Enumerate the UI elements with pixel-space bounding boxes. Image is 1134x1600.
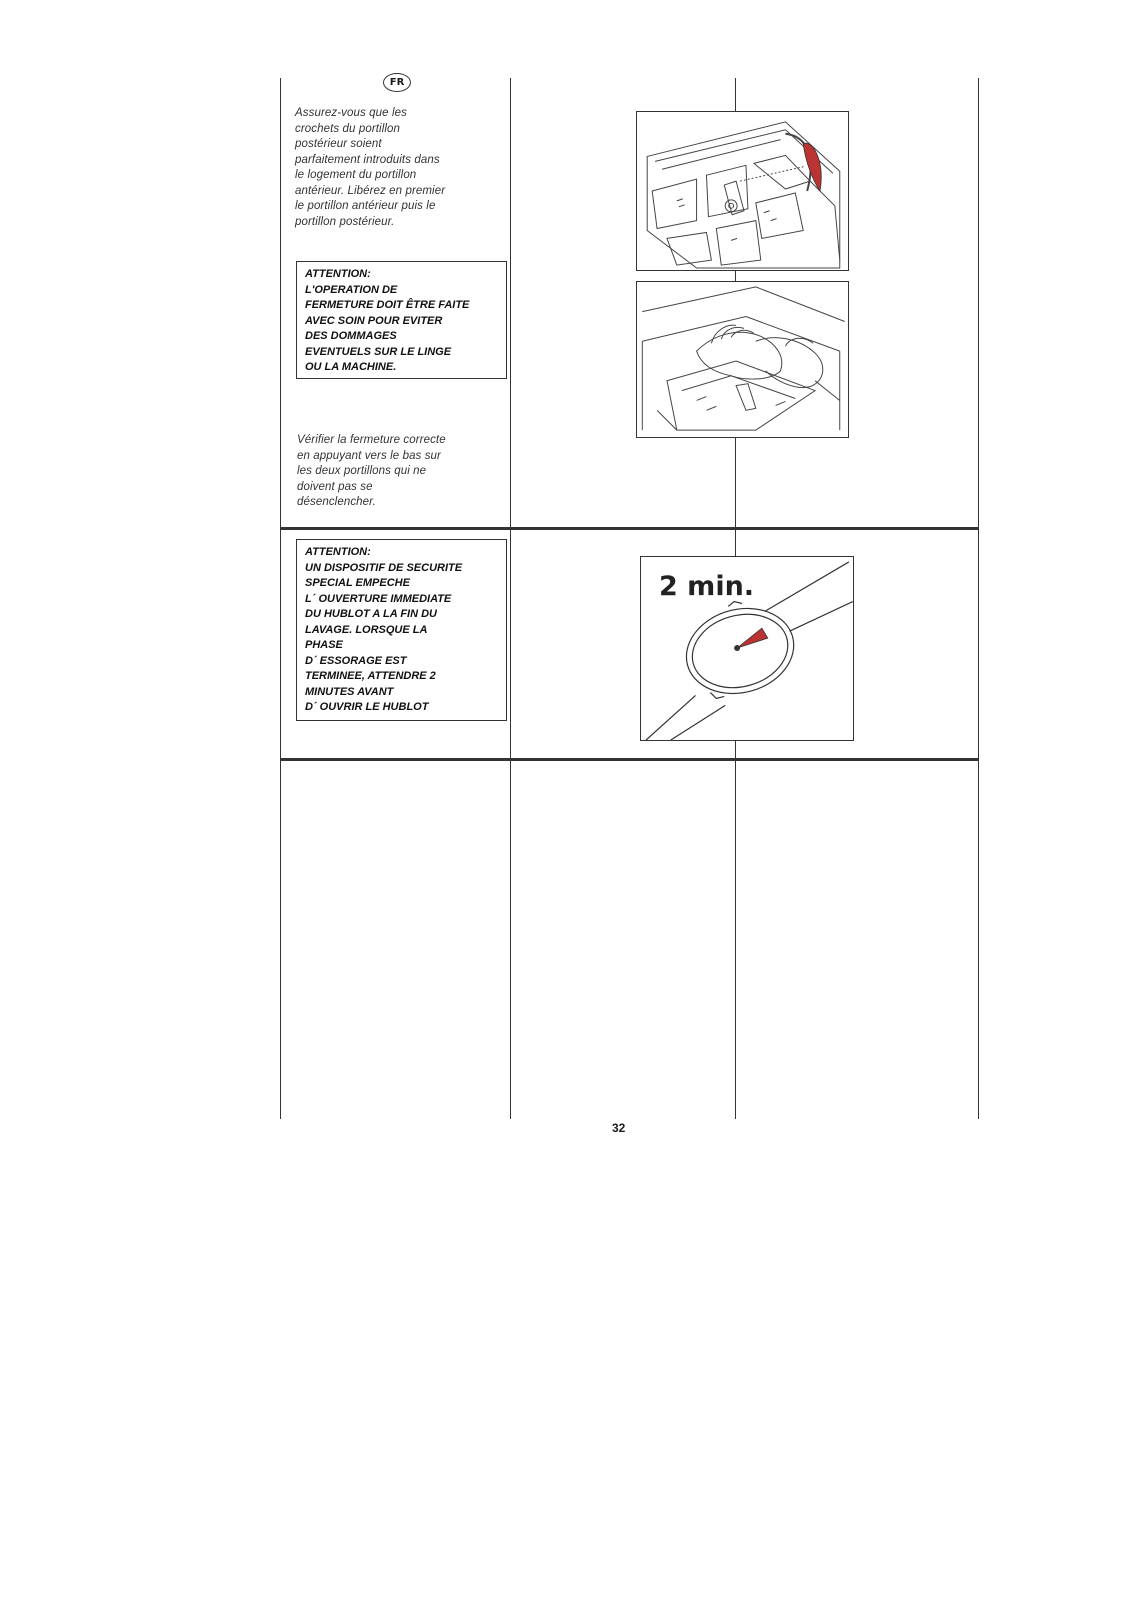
drum-hooks-illustration [637, 112, 848, 270]
figure-label-two-min: 2 min. [659, 571, 755, 602]
column-rule-mid-left [510, 78, 511, 1119]
warning-box-safety-device: ATTENTION: UN DISPOSITIF DE SECURITE SPECIAL EMPECHE L´ OUVERTURE IMMEDIATE DU HUBLOT A LA FIN DU LAVAGE. LORSQUE LA PHASE D´ ESSORAGE EST TERMINEE, ATTENDRE 2 MINUTES AVANT D´ OUVRIR LE HUBLOT [296, 539, 507, 721]
language-badge: FR [383, 73, 411, 92]
intro-paragraph: Assurez-vous que les crochets du portillon postérieur soient parfaitement introduits dans le logement du portillon antérieur. Libérez en premier le portillon antérieur puis le portillon postérieur. [295, 107, 446, 228]
column-rule-left [280, 78, 281, 1119]
drum-hooks-figure [636, 111, 849, 271]
section-divider-1 [280, 527, 979, 530]
check-paragraph: Vérifier la fermeture correcte en appuyant vers le bas sur les deux portillons qui ne doivent pas se désenclencher. [297, 434, 446, 508]
press-down-figure [636, 281, 849, 438]
wait-two-minutes-figure [640, 556, 854, 741]
section-divider-2 [280, 758, 979, 761]
column-rule-right [978, 78, 979, 1119]
warning-box-closing: ATTENTION: L'OPERATION DE FERMETURE DOIT ÊTRE FAITE AVEC SOIN POUR EVITER DES DOMMAGES EVENTUELS SUR LE LINGE OU LA MACHINE. [296, 261, 507, 379]
press-down-illustration [637, 282, 848, 437]
page-number: 32 [612, 1121, 626, 1135]
